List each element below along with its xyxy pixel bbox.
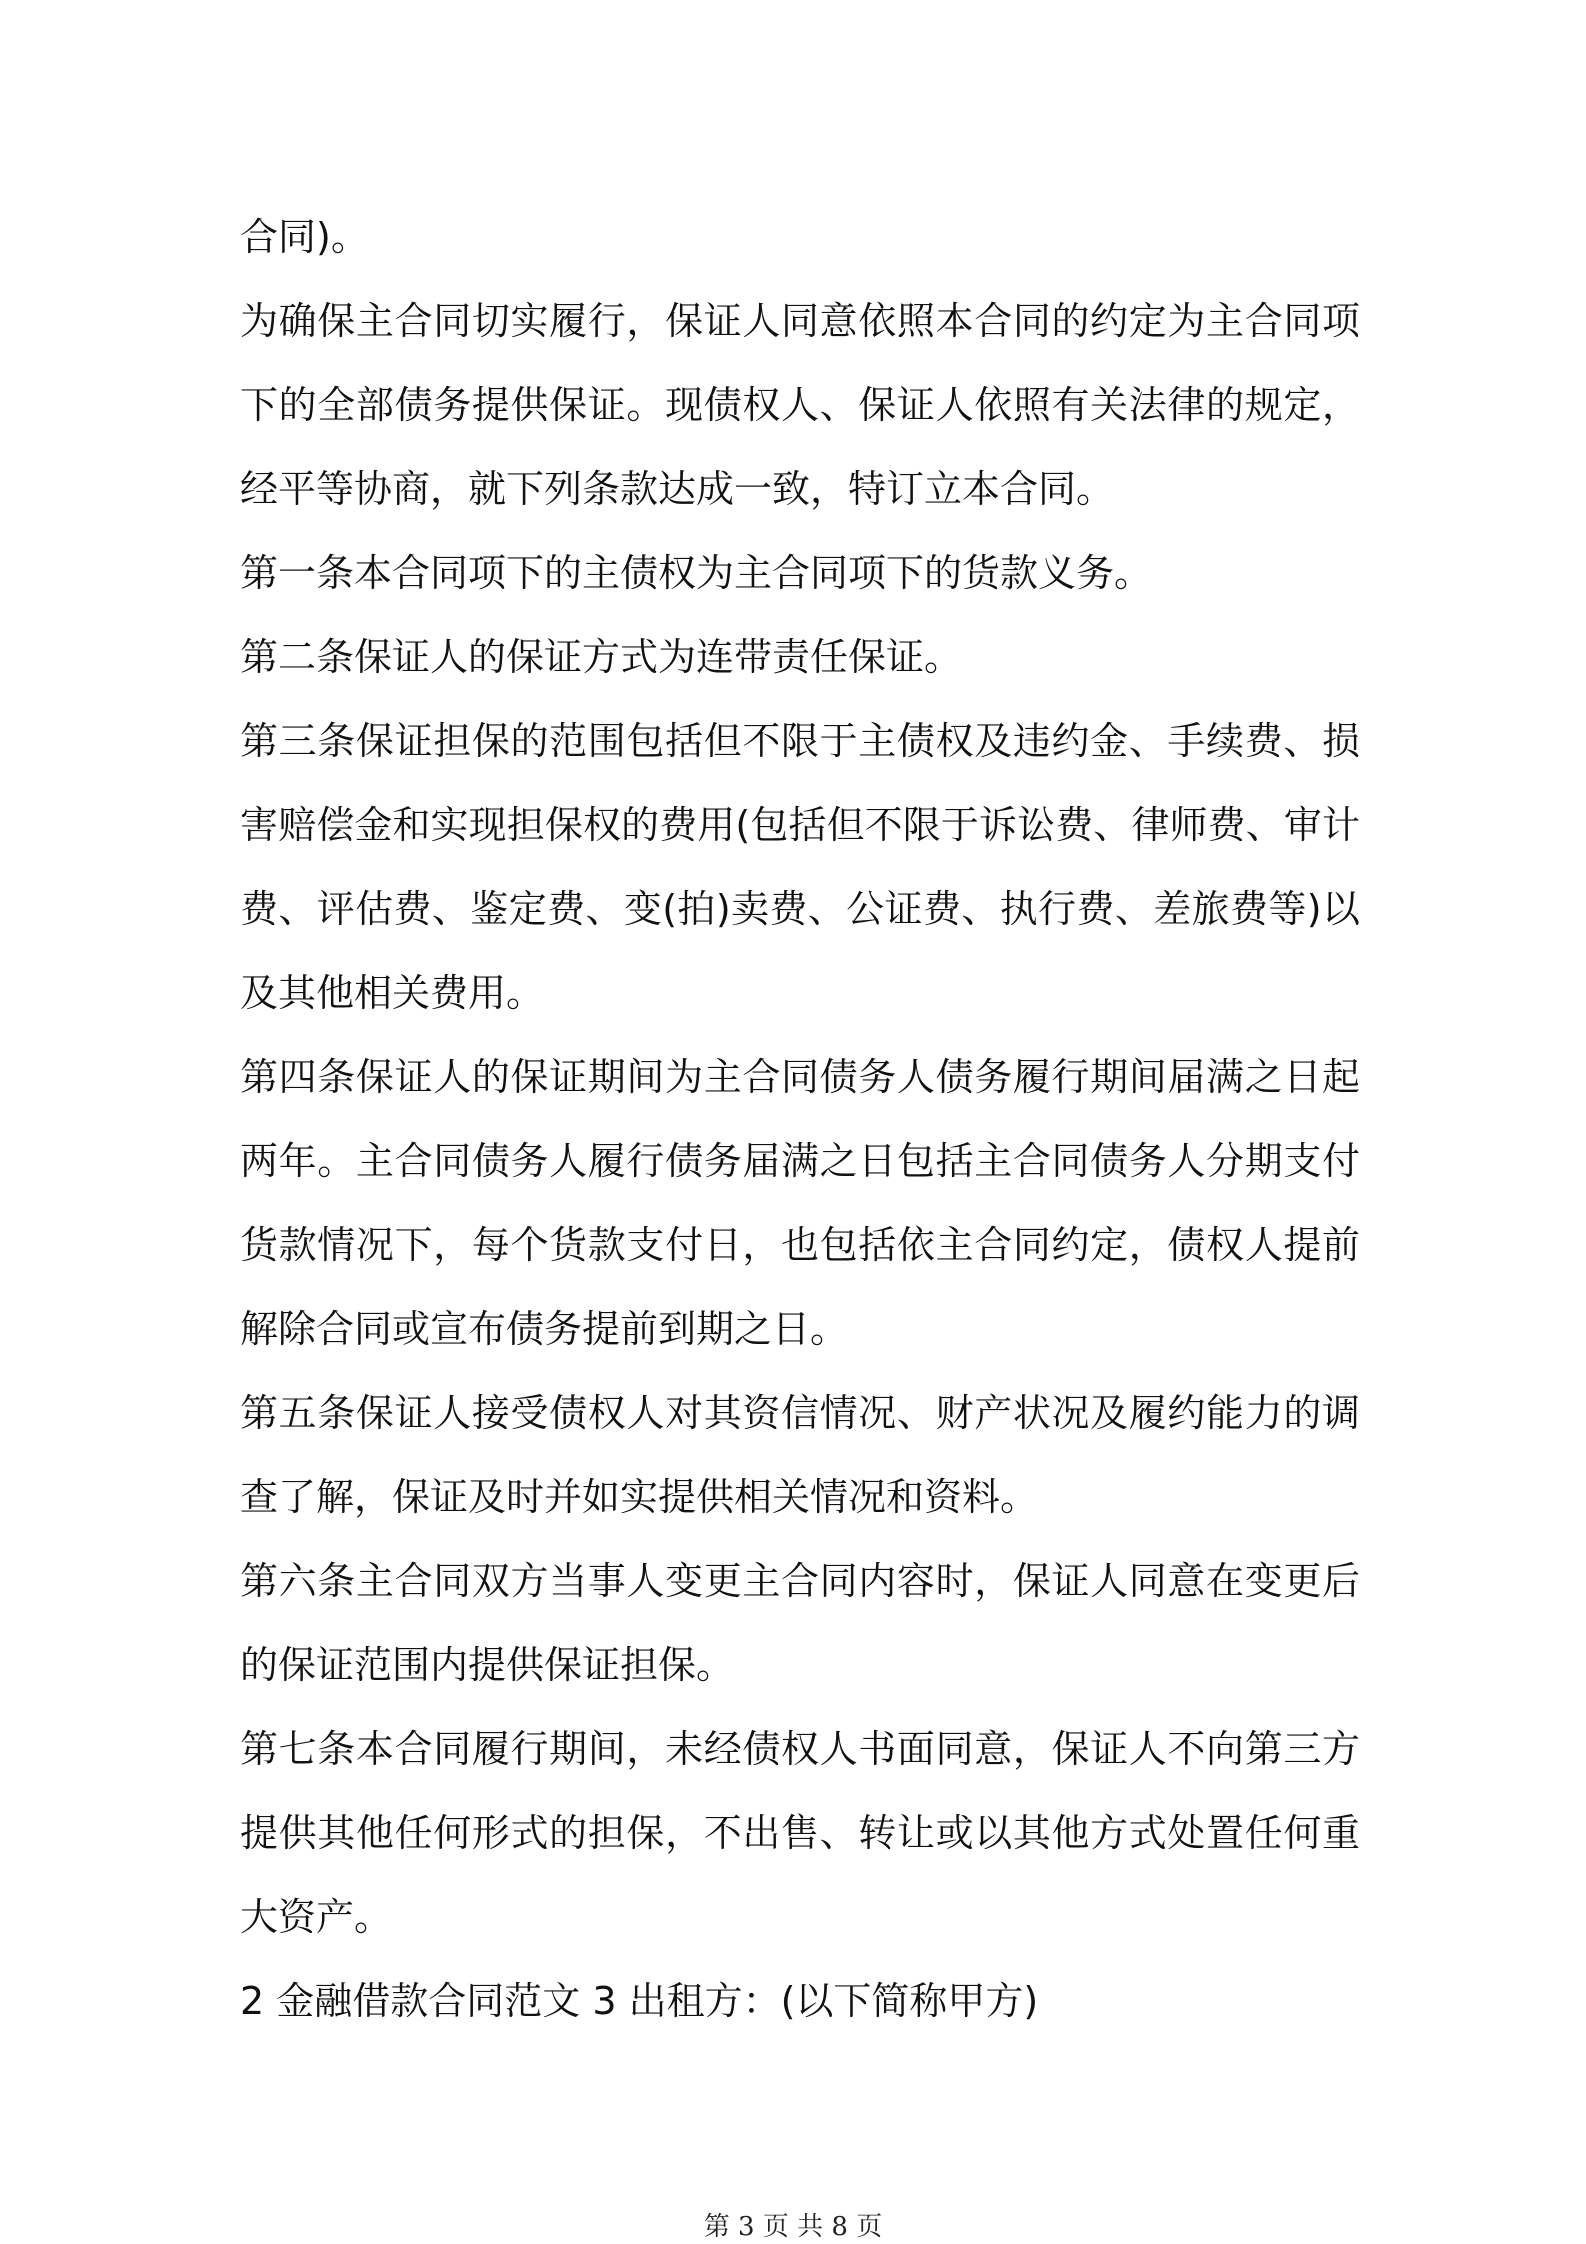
- document-body: [240, 195, 1360, 2043]
- paragraph: 第六条主合同双方当事人变更主合同内容时，保证人同意在变更后的保证范围内提供保证担保。: [240, 1559, 1360, 1687]
- paragraph: 第三条保证担保的范围包括但不限于主债权及违约金、手续费、损害赔偿金和实现担保权的费用(包括但不限于诉讼费、律师费、审计费、评估费、鉴定费、变(拍)卖费、公证费、执行费、差旅费等)以及其他相关费用。: [240, 719, 1360, 1015]
- paragraph: 为确保主合同切实履行，保证人同意依照本合同的约定为主合同项下的全部债务提供保证。现债权人、保证人依照有关法律的规定，经平等协商，就下列条款达成一致，特订立本合同。: [240, 299, 1360, 511]
- page-number-footer: 第 3 页 共 8 页: [703, 2212, 883, 2242]
- paragraph: 合同)。: [240, 215, 369, 259]
- paragraph: 第五条保证人接受债权人对其资信情况、财产状况及履约能力的调查了解，保证及时并如实提供相关情况和资料。: [240, 1391, 1360, 1519]
- paragraph: 第一条本合同项下的主债权为主合同项下的货款义务。: [240, 551, 1153, 595]
- paragraph: 2 金融借款合同范文 3 出租方：(以下简称甲方): [240, 1979, 1039, 2023]
- paragraph: 第二条保证人的保证方式为连带责任保证。: [240, 635, 963, 679]
- paragraph: 第七条本合同履行期间，未经债权人书面同意，保证人不向第三方提供其他任何形式的担保，不出售、转让或以其他方式处置任何重大资产。: [240, 1727, 1360, 1939]
- paragraph: 第四条保证人的保证期间为主合同债务人债务履行期间届满之日起两年。主合同债务人履行债务届满之日包括主合同债务人分期支付货款情况下，每个货款支付日，也包括依主合同约定，债权人提前解除合同或宣布债务提前到期之日。: [240, 1055, 1360, 1351]
